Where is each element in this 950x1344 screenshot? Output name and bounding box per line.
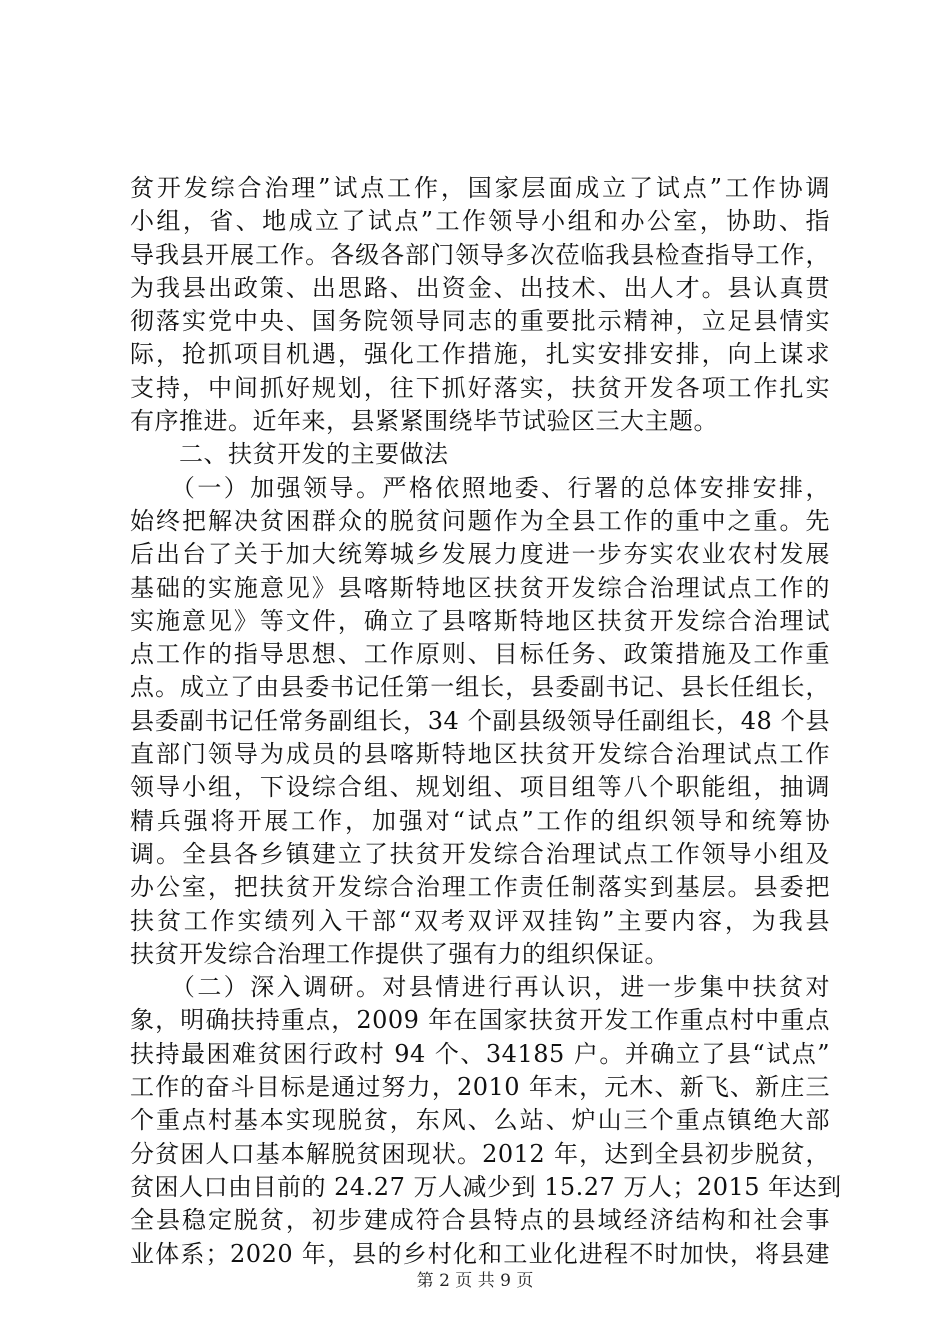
text-line: 个重点村基本实现脱贫，东风、么站、炉山三个重点镇绝大部 [130, 1106, 830, 1135]
text-line: 有序推进。近年来，县紧紧围绕毕节试验区三大主题。 [130, 407, 718, 436]
text-line: 领导小组，下设综合组、规划组、项目组等八个职能组，抽调 [130, 773, 830, 802]
text-line: 实施意见》等文件，确立了县喀斯特地区扶贫开发综合治理试 [130, 606, 830, 635]
text-line: 象，明确扶持重点，2009 年在国家扶贫开发工作重点村中重点 [130, 1006, 830, 1035]
text-line: 扶贫工作实绩列入干部“双考双评双挂钩”主要内容，为我县 [130, 906, 830, 935]
page-footer: 第 2 页 共 9 页 [416, 1271, 534, 1291]
text-line: 后出台了关于加大统筹城乡发展力度进一步夯实农业农村发展 [130, 540, 830, 569]
text-line: 际，抢抓项目机遇，强化工作措施，扎实安排安排，向上谋求 [130, 340, 830, 369]
text-line: 工作的奋斗目标是通过努力，2010 年末，元木、新飞、新庄三 [130, 1073, 830, 1102]
text-line: （一）加强领导。严格依照地委、行署的总体安排安排， [130, 473, 830, 502]
text-line: 为我县出政策、出思路、出资金、出技术、出人才。县认真贯 [130, 273, 830, 302]
text-line: 县委副书记任常务副组长，34 个副县级领导任副组长，48 个县 [130, 706, 830, 735]
text-line: 支持，中间抓好规划，往下抓好落实，扶贫开发各项工作扎实 [130, 373, 830, 402]
text-line: 始终把解决贫困群众的脱贫问题作为全县工作的重中之重。先 [130, 506, 830, 535]
text-line: 全县稳定脱贫，初步建成符合县特点的县域经济结构和社会事 [130, 1206, 830, 1235]
text-line: （二）深入调研。对县情进行再认识，进一步集中扶贫对 [130, 973, 830, 1002]
text-line: 导我县开展工作。各级各部门领导多次莅临我县检查指导工作， [130, 240, 830, 269]
text-line: 点。成立了由县委书记任第一组长，县委副书记、县长任组长， [130, 673, 830, 702]
text-line: 办公室，把扶贫开发综合治理工作责任制落实到基层。县委把 [130, 873, 830, 902]
text-line: 二、扶贫开发的主要做法 [130, 440, 449, 469]
text-line: 精兵强将开展工作，加强对“试点”工作的组织领导和统筹协 [130, 806, 830, 835]
document-body [130, 172, 842, 1271]
text-line: 彻落实党中央、国务院领导同志的重要批示精神，立足县情实 [130, 307, 830, 336]
text-line: 贫开发综合治理”试点工作，国家层面成立了试点”工作协调 [130, 174, 830, 202]
text-line: 直部门领导为成员的县喀斯特地区扶贫开发综合治理试点工作 [130, 740, 830, 769]
text-line: 扶持最困难贫困行政村 94 个、34185 户。并确立了县“试点” [130, 1039, 830, 1068]
text-line: 贫困人口由目前的 24.27 万人减少到 15.27 万人；2015 年达到 [130, 1172, 842, 1201]
text-line: 小组，省、地成立了试点”工作领导小组和办公室，协助、指 [130, 207, 830, 236]
text-line: 业体系；2020 年，县的乡村化和工业化进程不时加快，将县建 [130, 1239, 830, 1268]
text-line: 扶贫开发综合治理工作提供了强有力的组织保证。 [130, 939, 669, 968]
text-line: 点工作的指导思想、工作原则、目标任务、政策措施及工作重 [130, 640, 830, 669]
text-line: 基础的实施意见》县喀斯特地区扶贫开发综合治理试点工作的 [130, 573, 830, 602]
text-line: 分贫困人口基本解脱贫困现状。2012 年，达到全县初步脱贫， [130, 1139, 830, 1168]
text-line: 调。全县各乡镇建立了扶贫开发综合治理试点工作领导小组及 [130, 839, 830, 868]
